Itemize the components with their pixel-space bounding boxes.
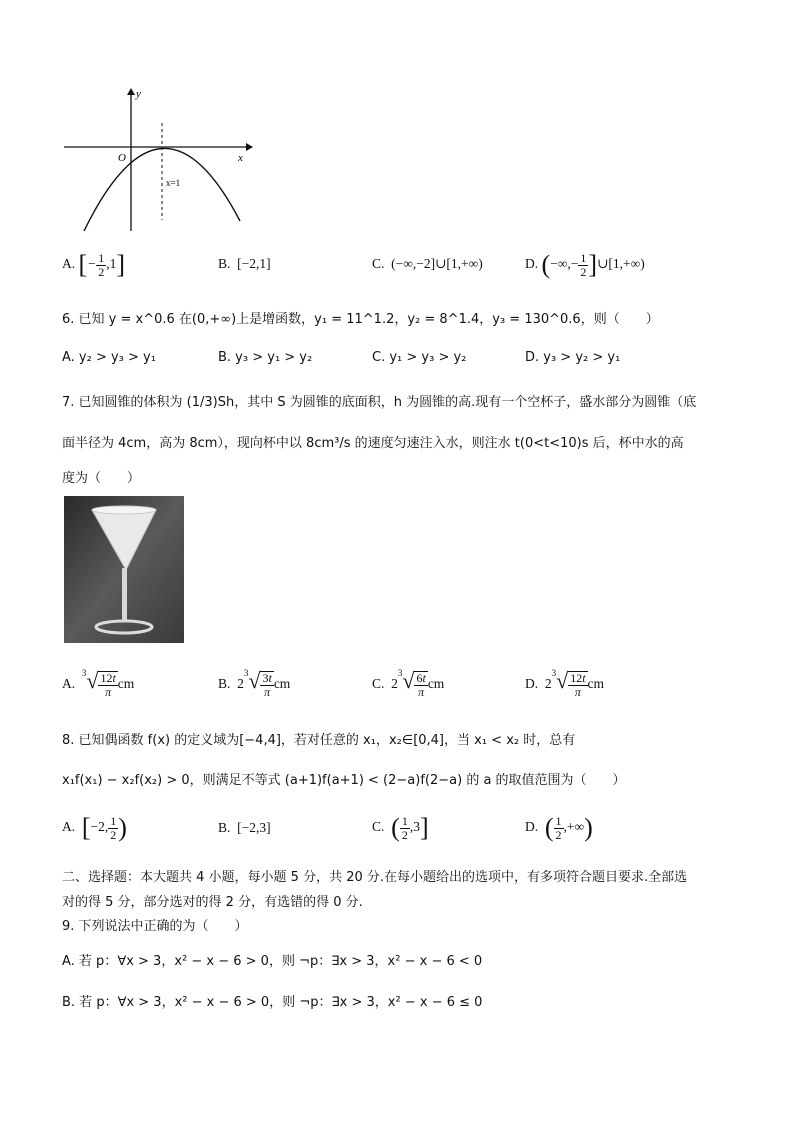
q9-option-b: B. 若 p：∀x > 3，x² − x − 6 > 0，则 ¬p：∃x > 3，x² − x − 6 ≤ 0 <box>62 995 483 1010</box>
q7-line-1: 7. 已知圆锥的体积为 (1/3)Sh，其中 S 为圆锥的底面积，h 为圆锥的高.现有一个空杯子，盛水部分为圆锥（底 <box>62 395 697 410</box>
q6-option-b: B. y₃ > y₁ > y₂ <box>218 350 313 365</box>
q9-option-a: A. 若 p：∀x > 3，x² − x − 6 > 0，则 ¬p：∃x > 3，x² − x − 6 < 0 <box>62 954 483 969</box>
section2-line-1: 二、选择题：本大题共 4 小题，每小题 5 分，共 20 分.在每小题给出的选项中，有多项符合题目要求.全部选 <box>62 870 688 885</box>
q8-option-b: B. [−2,3] <box>218 820 271 835</box>
q6-option-d: D. y₃ > y₂ > y₁ <box>525 350 621 365</box>
q6-option-a: A. y₂ > y₃ > y₁ <box>62 350 156 365</box>
q8-option-d: D. ( $\frac{1}{2}$ ,+∞) <box>525 813 593 842</box>
x-axis-label: x <box>238 152 243 164</box>
vline-label: x=1 <box>166 178 181 188</box>
cup-stem-icon <box>122 568 127 622</box>
q5-option-b: B. [−2,1] <box>218 256 271 271</box>
parabola-graph <box>60 85 255 235</box>
q5-option-a: A. [− $\frac{1}{2}$ ,1] <box>62 250 126 279</box>
q7-option-d: D. $2^3√$ $\frac{12t}{\pi}$ cm <box>525 668 605 699</box>
cup-photo <box>64 496 184 643</box>
q7-line-3: 度为（ ） <box>62 471 141 486</box>
origin-label: O <box>118 152 126 164</box>
q8-line-1: 8. 已知偶函数 f(x) 的定义域为[−4,4]，若对任意的 x₁，x₂∈[0,4]，当 x₁ < x₂ 时，总有 <box>62 733 576 748</box>
q5-option-d: D. (−∞,− $\frac{1}{2}$ ]∪[1,+∞) <box>525 250 645 279</box>
q8-option-a: A. [−2, $\frac{1}{2}$ ) <box>62 813 127 842</box>
q6-stem: 6. 已知 y = x^0.6 在(0,+∞)上是增函数，y₁ = 11^1.2，y₂ = 8^1.4，y₃ = 130^0.6，则（ ） <box>62 312 659 327</box>
q8-option-c: C. ( $\frac{1}{2}$ ,3] <box>372 813 429 842</box>
y-axis-arrow <box>127 88 135 95</box>
q7-option-a: A. $^3$√ $\frac{12t}{\pi}$ cm <box>62 668 135 699</box>
cup-rim-icon <box>92 506 156 514</box>
q8-line-2: x₁f(x₁) − x₂f(x₂) > 0，则满足不等式 (a+1)f(a+1) < (2−a)f(2−a) 的 a 的取值范围为（ ） <box>62 773 626 788</box>
q7-option-b: B. $2^3√$ $\frac{3t}{\pi}$ cm <box>218 668 291 699</box>
q6-option-c: C. y₁ > y₃ > y₂ <box>372 350 467 365</box>
q5-option-c: C. (−∞,−2]∪[1,+∞) <box>372 256 483 271</box>
section2-line-2: 对的得 5 分，部分选对的得 2 分，有选错的得 0 分. <box>62 895 363 910</box>
q7-option-c: C. $2^3√$ $\frac{6t}{\pi}$ cm <box>372 668 445 699</box>
y-axis-label: y <box>136 88 141 100</box>
x-axis-arrow <box>246 143 253 151</box>
q9-stem: 9. 下列说法中正确的为（ ） <box>62 919 248 934</box>
q7-line-2: 面半径为 4cm，高为 8cm），现向杯中以 8cm³/s 的速度匀速注入水，则注水 t(0<t<10)s 后，杯中水的高 <box>62 436 684 451</box>
